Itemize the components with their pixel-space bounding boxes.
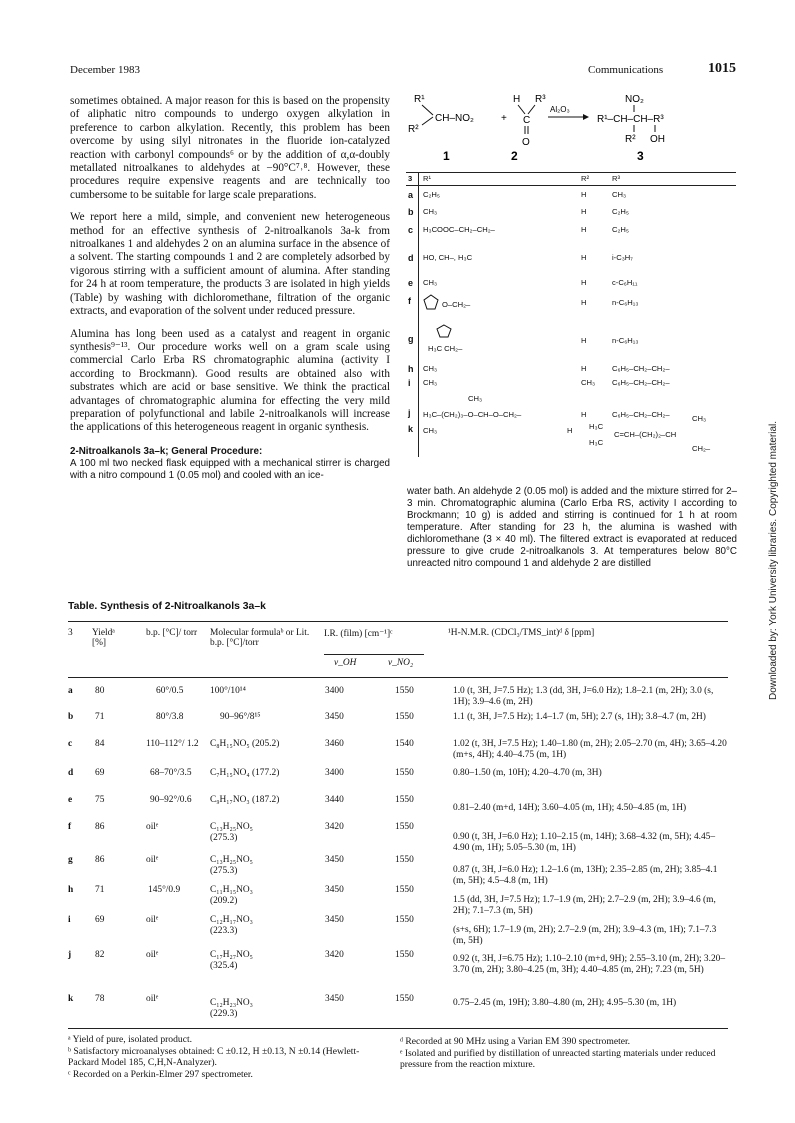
row-yield: 78: [95, 994, 105, 1004]
scheme-ch-no2: CH–NO₂: [435, 113, 474, 124]
row-formula: C₁₂H₁₇NO₃ (223.3): [210, 915, 253, 937]
row-bp: 80°/3.8: [156, 712, 184, 722]
sub-row-r1: HO, CH–, H₃C: [423, 253, 473, 262]
row-bp: 60°/0.5: [156, 686, 184, 696]
sub-row-r2: H: [581, 364, 587, 373]
scheme-h: H: [513, 94, 521, 105]
sub-row-r3: C=CH–(CH₂)₂–CH: [614, 430, 677, 439]
row-id: j: [68, 950, 72, 960]
scheme-r3: R³: [535, 94, 546, 105]
row-bp: oilᵉ: [146, 915, 159, 925]
row-yield: 69: [95, 768, 105, 778]
scheme-carbonyl-o: O: [522, 137, 530, 148]
scheme-plus: +: [501, 113, 507, 124]
th-yield: Yieldᵃ [%]: [92, 628, 115, 648]
th-vno2: ν_NO₂: [388, 658, 414, 668]
row-bp: 90–92°/0.6: [150, 795, 192, 805]
sub-row-id: f: [408, 296, 411, 306]
row-voh: 3450: [325, 994, 344, 1004]
row-voh: 3400: [325, 768, 344, 778]
row-vno2: 1550: [395, 855, 414, 865]
row-vno2: 1550: [395, 915, 414, 925]
row-voh: 3400: [325, 686, 344, 696]
row-bp: oilᵉ: [146, 822, 159, 832]
sub-row-r3: C₆H₅–CH₂–CH₂–: [612, 410, 670, 419]
row-yield: 86: [95, 855, 105, 865]
row-nmr: 0.87 (t, 3H, J=6.0 Hz); 1.2–1.6 (m, 13H); 2.35–2.85 (m, 2H); 3.85–4.1 (m, 5H); 4.5–4.8 (m, 1H): [453, 865, 718, 887]
paragraph-1: sometimes obtained. A major reason for this is based on the propensity of aliphatic nitro compounds to undergo oxygen alkylation in preference to carbon alkylation. Recently, this problem has been overcome by using silyl nitronates in the fluoride ion-catalyzed reaction with carbonyl compounds⁶ or by the addition of α,α-doubly metallated nitroalkanes to aldehydes at −90°C⁷˒⁸. However, these procedures require expensive reagents and are technically too cumbersome to be suitable for large scale preparations.: [70, 95, 390, 201]
row-formula: C₇H₁₅NO₄ (177.2): [210, 768, 280, 778]
scheme-reagent: Al₂O₃: [550, 105, 570, 114]
row-formula: 90–96°/8¹⁵: [220, 712, 261, 722]
row-formula: C₉H₁₇NO₃ (187.2): [210, 795, 280, 805]
download-watermark: Downloaded by: York University libraries. Copyrighted material.: [768, 420, 779, 700]
row-formula: C₁₇H₂₇NO₅ (325.4): [210, 950, 253, 972]
row-id: b: [68, 712, 74, 722]
footnotes-left: [68, 1034, 388, 1080]
row-voh: 3450: [325, 712, 344, 722]
row-formula: 100°/10¹⁴: [210, 686, 246, 696]
sub-row-r3: CH₃: [612, 190, 627, 199]
row-vno2: 1550: [395, 795, 414, 805]
row-bp: 68–70°/3.5: [150, 768, 192, 778]
sub-row-r1: CH₃: [423, 378, 438, 387]
footnote-e: ᵉ Isolated and purified by distillation of unreacted starting materials under reduced pressure from the reaction mixture.: [400, 1047, 716, 1071]
sub-row-r3: c-C₆H₁₁: [612, 278, 638, 287]
sub-header-3: 3: [408, 174, 413, 183]
sub-row-id: i: [408, 378, 411, 388]
row-yield: 86: [95, 822, 105, 832]
footnote-a: ᵃ Yield of pure, isolated product.: [68, 1034, 193, 1045]
sub-row-id: a: [408, 190, 414, 200]
sub-row-r3: i-C₃H₇: [612, 253, 633, 262]
footnote-c: ᶜ Recorded on a Perkin-Elmer 297 spectrometer.: [68, 1068, 253, 1080]
th-compound: 3: [68, 628, 73, 638]
sub-row-r2: H: [567, 426, 573, 435]
sub-row-r3-top: CH₃: [692, 414, 707, 423]
sub-row-r2: H: [581, 190, 587, 199]
sub-row-id: e: [408, 278, 414, 288]
row-nmr: 1.02 (t, 3H, J=7.5 Hz); 1.40–1.80 (m, 2H); 2.05–2.70 (m, 4H); 3.65–4.20 (m+s, 4H); 4.40–4.75 (m, 1H): [453, 739, 727, 761]
row-bp: oilᵉ: [146, 855, 159, 865]
row-voh: 3420: [325, 950, 344, 960]
row-bp: 110–112°/ 1.2: [146, 739, 199, 749]
running-date: December 1983: [70, 64, 140, 76]
scheme-oh: OH: [650, 134, 665, 145]
row-formula: C₁₃H₂₅NO₅ (275.3): [210, 822, 253, 844]
footnote-b: ᵇ Satisfactory microanalyses obtained: C ±0.12, H ±0.13, N ±0.14 (Hewlett-Packard Model 185, C,H,N-Analyzer).: [68, 1045, 360, 1069]
row-id: g: [68, 855, 73, 865]
sub-row-id: b: [408, 207, 414, 217]
sub-row-r1-top: CH₃: [468, 394, 483, 403]
sub-header-r3: R³: [612, 174, 621, 183]
sub-row-r1: CH₃: [423, 207, 438, 216]
sub-row-id: g: [408, 334, 414, 344]
row-id: i: [68, 915, 71, 925]
row-id: a: [68, 686, 73, 696]
row-id: c: [68, 739, 73, 749]
sub-row-r3-upper: H₃C: [589, 422, 604, 431]
sub-row-r2: H: [581, 410, 587, 419]
sub-row-r2: H: [581, 278, 587, 287]
scheme-no2: NO₂: [625, 94, 644, 105]
scheme-r2: R²: [408, 124, 419, 135]
row-yield: 82: [95, 950, 105, 960]
row-nmr: 0.90 (t, 3H, J=6.0 Hz); 1.10–2.15 (m, 14H); 3.68–4.32 (m, 5H); 4.45–4.90 (m, 1H); 5.05–5.30 (m, 1H): [453, 832, 716, 854]
th-nmr: ¹H-N.M.R. (CDCl₃/TMS_int)ᵈ δ [ppm]: [448, 628, 595, 638]
row-nmr: 0.92 (t, 3H, J=6.75 Hz); 1.10–2.10 (m+d, 9H); 2.55–3.10 (m, 2H); 3.20–3.70 (m, 2H); 3.80–4.25 (m, 3H); 4.40–4.85 (m, 2H); 7.23 (m, 5H): [453, 954, 726, 976]
row-yield: 71: [95, 885, 105, 895]
footnote-d: ᵈ Recorded at 90 MHz using a Varian EM 390 spectrometer.: [400, 1036, 631, 1047]
row-yield: 71: [95, 712, 105, 722]
row-id: e: [68, 795, 73, 805]
row-voh: 3440: [325, 795, 344, 805]
sub-header-r1: R¹: [423, 174, 432, 183]
row-voh: 3450: [325, 855, 344, 865]
sub-row-r2: H: [581, 207, 587, 216]
footnotes-right: [400, 1036, 730, 1071]
sub-row-r1: C₂H₅: [423, 190, 440, 199]
row-bp: oilᵉ: [146, 950, 159, 960]
compound-3-number: 3: [637, 149, 644, 163]
sub-row-id: c: [408, 225, 414, 235]
paragraph-2: We report here a mild, simple, and convenient new heterogeneous method for an effective synthesis of 2-nitroalkanols 3a-k from nitroalkanes 1 and aldehydes 2 on an alumina surface in the absence of a solvent. The starting compounds 1 and 2 are completely adsorbed by vigorous stirring with a sufficient amount of alumina. After standing for 24 h at room temperature, the products 3 are isolated in high yields (Table) by washing with dichloromethane, filtration of the organic extracts, and evaporation of the solvent under reduced pressure.: [70, 211, 390, 318]
row-nmr: 1.1 (t, 3H, J=7.5 Hz); 1.4–1.7 (m, 5H); 2.7 (s, 1H); 3.8–4.7 (m, 2H): [453, 712, 706, 722]
compound-1-number: 1: [443, 149, 450, 163]
row-nmr: 0.75–2.45 (m, 19H); 3.80–4.80 (m, 2H); 4.95–5.30 (m, 1H): [453, 998, 677, 1008]
paragraph-3: Alumina has long been used as a catalyst and reagent in organic synthesis⁹⁻¹³. Our procedure works well on a gram scale using commercial Carlo Erba RS chromatographic alumina (activity I according to Brockmann). Good results are obtained also with substrates which are acid or base sensitive. We think the practical advantages of chromatographic alumina for effecting the very mild preparation of polyfunctional and labile 2-nitroalkanols will increase the applications of this heterogeneous reagent in organic synthesis.: [70, 327, 390, 434]
row-vno2: 1550: [395, 994, 414, 1004]
compound-2-number: 2: [511, 149, 518, 163]
row-yield: 80: [95, 686, 105, 696]
sub-row-r1: CH₃: [423, 426, 438, 435]
th-formula: Molecular formulaᵇ or Lit. b.p. [°C]/torr: [210, 628, 310, 648]
sub-row-r3: n-C₆H₁₃: [612, 298, 639, 307]
sub-row-r1: H₃C CH₂–: [428, 344, 463, 353]
row-voh: 3450: [325, 915, 344, 925]
row-vno2: 1550: [395, 712, 414, 722]
sub-row-id: h: [408, 364, 414, 374]
row-nmr: 0.80–1.50 (m, 10H); 4.20–4.70 (m, 3H): [453, 768, 602, 778]
sub-row-r3-lower: H₃C: [589, 438, 604, 447]
sub-row-r3: n-C₆H₁₃: [612, 336, 639, 345]
row-nmr: 0.81–2.40 (m+d, 14H); 3.60–4.05 (m, 1H); 4.50–4.85 (m, 1H): [453, 803, 687, 813]
row-formula: C₁₁H₁₅NO₃ (209.2): [210, 885, 253, 907]
row-vno2: 1550: [395, 950, 414, 960]
sub-row-r2: H: [581, 225, 587, 234]
row-id: h: [68, 885, 74, 895]
sub-row-r3-bottom: CH₂–: [692, 444, 711, 453]
sub-row-r2: CH₃: [581, 378, 596, 387]
right-column: water bath. An aldehyde 2 (0.05 mol) is added and the mixture stirred for 2–3 min. Chromatographic alumina (Carlo Erba RS, activity I according to Brockmann; 10 g) is added and stirring is continued for 1 h at room temperature. After standing for 23 h, the alumina is washed with dichloromethane (3 × 40 ml). The filtered extract is evaporated at reduced pressure to give crude 2-nitroalkanols 3. At temperatures below 80°C unreacted nitro compound 1 and aldehyde 2 are distilled: [407, 486, 737, 569]
row-formula: C₁₂H₂₃NO₃ (229.3): [210, 998, 253, 1020]
sub-row-r1: CH₃: [423, 278, 438, 287]
row-id: k: [68, 994, 74, 1004]
row-vno2: 1550: [395, 686, 414, 696]
row-vno2: 1550: [395, 885, 414, 895]
procedure-text: A 100 ml two necked flask equipped with a mechanical stirrer is charged with a nitro compound 1 (0.05 mol) and cooled with an ice-: [70, 458, 390, 482]
row-bp: 145°/0.9: [148, 885, 181, 895]
sub-row-id: k: [408, 424, 414, 434]
sub-row-r1: H₃C–(CH₂)₃–O–CH–O–CH₂–: [423, 410, 522, 419]
row-formula: C₁₃H₂₅NO₅ (275.3): [210, 855, 253, 877]
row-vno2: 1550: [395, 822, 414, 832]
th-ir: I.R. (film) [cm⁻¹]ᶜ: [324, 629, 393, 639]
scheme-r1: R¹: [414, 94, 425, 105]
row-voh: 3450: [325, 885, 344, 895]
sub-row-r3: C₂H₅: [612, 207, 629, 216]
sub-row-id: j: [408, 408, 411, 418]
row-id: f: [68, 822, 72, 832]
running-section: Communications: [588, 64, 664, 76]
row-nmr: (s+s, 6H); 1.7–1.9 (m, 2H); 2.7–2.9 (m, 2H); 3.9–4.3 (m, 1H); 7.1–7.3 (m, 5H): [453, 925, 717, 947]
sub-row-r2: H: [581, 336, 587, 345]
row-yield: 75: [95, 795, 105, 805]
sub-row-r3: C₆H₅–CH₂–CH₂–: [612, 364, 670, 373]
row-nmr: 1.0 (t, 3H, J=7.5 Hz); 1.3 (dd, 3H, J=6.0 Hz); 1.8–2.1 (m, 2H); 3.0 (s, 1H); 3.9–4.6 (m, 2H): [453, 686, 714, 708]
row-yield: 69: [95, 915, 105, 925]
row-bp: oilᵉ: [146, 994, 159, 1004]
sub-row-r2: H: [581, 253, 587, 262]
row-voh: 3420: [325, 822, 344, 832]
row-nmr: 1.5 (dd, 3H, J=7.5 Hz); 1.7–1.9 (m, 2H); 2.7–2.9 (m, 2H); 3.9–4.6 (m, 2H); 7.1–7.3 (m, 5H): [453, 895, 716, 917]
row-yield: 84: [95, 739, 105, 749]
sub-row-r3: C₂H₅: [612, 225, 629, 234]
sub-row-r1: H₃COOC–CH₂–CH₂–: [423, 225, 495, 234]
sub-row-r1: CH₃: [423, 364, 438, 373]
row-formula: C₈H₁₅NO₅ (205.2): [210, 739, 280, 749]
row-id: d: [68, 768, 74, 778]
sub-row-r3: C₆H₅–CH₂–CH₂–: [612, 378, 670, 387]
scheme-carbonyl-c: C: [523, 115, 531, 126]
row-voh: 3460: [325, 739, 344, 749]
scheme-r2-product: R²: [625, 134, 636, 145]
row-vno2: 1550: [395, 768, 414, 778]
sub-header-r2: R²: [581, 174, 590, 183]
th-bp: b.p. [°C]/ torr: [146, 628, 198, 638]
table-title: Table. Synthesis of 2-Nitroalkanols 3a–k: [68, 601, 266, 612]
procedure-heading: 2-Nitroalkanols 3a–k; General Procedure:: [70, 445, 263, 457]
sub-row-r2: H: [581, 298, 587, 307]
sub-row-id: d: [408, 253, 414, 263]
scheme-product-chain: R¹–CH–CH–R³: [597, 114, 664, 125]
row-vno2: 1540: [395, 739, 414, 749]
sub-row-r1: O–CH₂–: [442, 300, 471, 309]
page-number: 1015: [708, 61, 736, 76]
th-voh: ν_OH: [334, 658, 357, 668]
